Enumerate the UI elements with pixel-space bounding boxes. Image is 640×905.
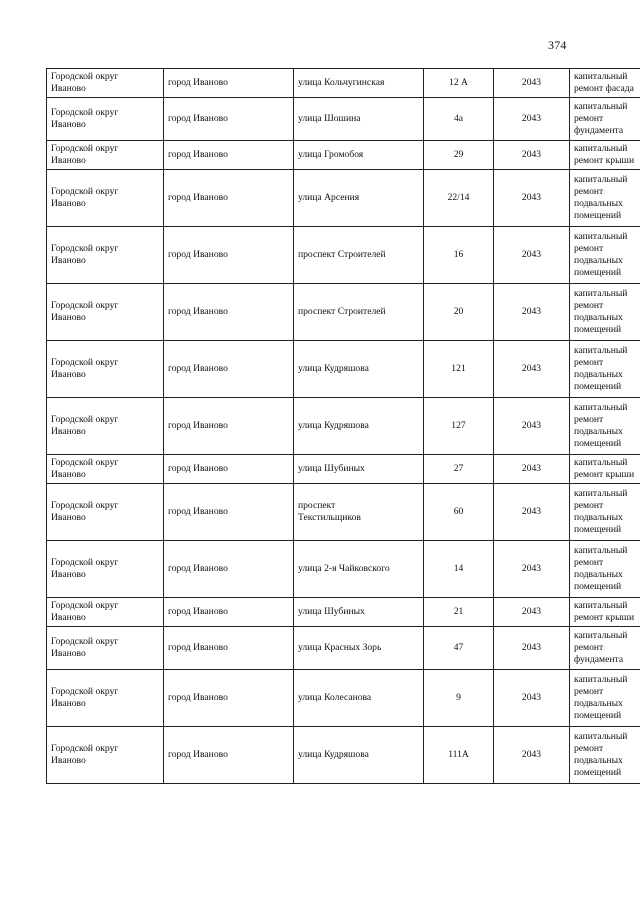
district-cell	[47, 541, 164, 598]
house-number-cell-text: 4а	[453, 113, 464, 124]
house-number-cell	[424, 484, 494, 541]
district-cell	[47, 484, 164, 541]
city-cell	[164, 141, 294, 170]
city-cell-text: город Иваново	[168, 420, 228, 431]
street-cell	[294, 627, 424, 670]
street-cell	[294, 455, 424, 484]
street-cell	[294, 541, 424, 598]
district-cell-text: Городской округ Иваново	[51, 457, 119, 480]
street-cell-text: улица Кольчугинская	[298, 77, 385, 88]
street-cell-text: улица Колесанова	[298, 692, 372, 703]
year-cell-text: 2043	[521, 749, 542, 760]
year-cell	[494, 98, 570, 141]
house-number-cell-text: 16	[453, 249, 464, 260]
city-cell-text: город Иваново	[168, 642, 228, 653]
house-number-cell	[424, 284, 494, 341]
district-cell-text: Городской округ Иваново	[51, 107, 119, 130]
year-cell-text: 2043	[521, 113, 542, 124]
year-cell-text: 2043	[521, 306, 542, 317]
city-cell-text: город Иваново	[168, 149, 228, 160]
work-type-cell-text: капитальный ремонт подвальных помещений	[574, 174, 628, 221]
house-number-cell-text: 14	[453, 563, 464, 574]
house-number-cell-text: 29	[453, 149, 464, 160]
work-type-cell-text: капитальный ремонт подвальных помещений	[574, 345, 628, 392]
work-type-cell	[570, 627, 640, 670]
table-row	[47, 398, 640, 455]
table-row	[47, 341, 640, 398]
work-type-cell-text: капитальный ремонт крыши	[574, 600, 635, 623]
district-cell-text: Городской округ Иваново	[51, 243, 119, 266]
work-type-cell	[570, 69, 640, 98]
house-number-cell-text: 121	[451, 363, 466, 374]
street-cell	[294, 670, 424, 727]
table-row	[47, 670, 640, 727]
table-row	[47, 170, 640, 227]
district-cell	[47, 284, 164, 341]
registry-table	[46, 68, 640, 784]
district-cell	[47, 170, 164, 227]
table-row	[47, 727, 640, 784]
district-cell-text: Городской округ Иваново	[51, 557, 119, 580]
city-cell	[164, 670, 294, 727]
city-cell-text: город Иваново	[168, 249, 228, 260]
year-cell	[494, 227, 570, 284]
work-type-cell-text: капитальный ремонт подвальных помещений	[574, 488, 628, 535]
year-cell	[494, 341, 570, 398]
street-cell	[294, 141, 424, 170]
city-cell	[164, 398, 294, 455]
registry-table-body	[47, 69, 640, 784]
street-cell-text: проспект Строителей	[298, 306, 386, 317]
table-row	[47, 541, 640, 598]
city-cell-text: город Иваново	[168, 306, 228, 317]
year-cell	[494, 670, 570, 727]
district-cell-text: Городской округ Иваново	[51, 414, 119, 437]
table-row	[47, 141, 640, 170]
work-type-cell-text: капитальный ремонт крыши	[574, 457, 635, 480]
district-cell	[47, 227, 164, 284]
district-cell	[47, 141, 164, 170]
house-number-cell-text: 27	[453, 463, 464, 474]
work-type-cell-text: капитальный ремонт фундамента	[574, 101, 628, 136]
work-type-cell-text: капитальный ремонт подвальных помещений	[574, 231, 628, 278]
city-cell-text: город Иваново	[168, 506, 228, 517]
house-number-cell	[424, 170, 494, 227]
street-cell	[294, 170, 424, 227]
work-type-cell	[570, 170, 640, 227]
house-number-cell-text: 12 А	[449, 77, 468, 88]
year-cell	[494, 284, 570, 341]
year-cell-text: 2043	[521, 463, 542, 474]
street-cell	[294, 69, 424, 98]
table-row	[47, 484, 640, 541]
year-cell	[494, 598, 570, 627]
work-type-cell-text: капитальный ремонт подвальных помещений	[574, 731, 628, 778]
work-type-cell-text: капитальный ремонт фундамента	[574, 630, 628, 665]
house-number-cell-text: 20	[453, 306, 464, 317]
year-cell	[494, 541, 570, 598]
street-cell-text: улица Кудряшова	[298, 749, 369, 760]
table-row	[47, 284, 640, 341]
work-type-cell-text: капитальный ремонт подвальных помещений	[574, 288, 628, 335]
year-cell	[494, 627, 570, 670]
district-cell-text: Городской округ Иваново	[51, 600, 119, 623]
work-type-cell	[570, 227, 640, 284]
district-cell	[47, 627, 164, 670]
city-cell	[164, 541, 294, 598]
house-number-cell	[424, 627, 494, 670]
city-cell-text: город Иваново	[168, 606, 228, 617]
street-cell-text: улица Красных Зорь	[298, 642, 382, 653]
city-cell-text: город Иваново	[168, 463, 228, 474]
house-number-cell	[424, 670, 494, 727]
year-cell-text: 2043	[521, 563, 542, 574]
house-number-cell	[424, 98, 494, 141]
table-row	[47, 627, 640, 670]
street-cell-text: улица 2-я Чайковского	[298, 563, 390, 574]
city-cell-text: город Иваново	[168, 563, 228, 574]
table-row	[47, 69, 640, 98]
house-number-cell	[424, 69, 494, 98]
street-cell	[294, 484, 424, 541]
work-type-cell	[570, 455, 640, 484]
house-number-cell	[424, 141, 494, 170]
district-cell-text: Городской округ Иваново	[51, 743, 119, 766]
page-number: 374	[548, 38, 567, 52]
district-cell	[47, 398, 164, 455]
year-cell-text: 2043	[521, 642, 542, 653]
street-cell	[294, 284, 424, 341]
street-cell	[294, 341, 424, 398]
district-cell-text: Городской округ Иваново	[51, 357, 119, 380]
house-number-cell	[424, 398, 494, 455]
year-cell-text: 2043	[521, 192, 542, 203]
district-cell	[47, 727, 164, 784]
work-type-cell	[570, 484, 640, 541]
year-cell-text: 2043	[521, 77, 542, 88]
city-cell-text: город Иваново	[168, 692, 228, 703]
year-cell-text: 2043	[521, 692, 542, 703]
city-cell	[164, 341, 294, 398]
year-cell	[494, 170, 570, 227]
street-cell-text: улица Кудряшова	[298, 420, 369, 431]
work-type-cell-text: капитальный ремонт подвальных помещений	[574, 402, 628, 449]
house-number-cell	[424, 541, 494, 598]
year-cell-text: 2043	[521, 149, 542, 160]
work-type-cell	[570, 727, 640, 784]
house-number-cell-text: 9	[456, 692, 461, 703]
city-cell	[164, 170, 294, 227]
district-cell-text: Городской округ Иваново	[51, 71, 119, 94]
district-cell	[47, 455, 164, 484]
street-cell	[294, 98, 424, 141]
year-cell	[494, 484, 570, 541]
work-type-cell	[570, 670, 640, 727]
street-cell-text: улица Громобоя	[298, 149, 364, 160]
street-cell-text: улица Шубиных	[298, 463, 365, 474]
work-type-cell	[570, 398, 640, 455]
work-type-cell	[570, 284, 640, 341]
street-cell-text: улица Арсения	[298, 192, 360, 203]
street-cell-text: улица Кудряшова	[298, 363, 369, 374]
city-cell-text: город Иваново	[168, 363, 228, 374]
house-number-cell	[424, 598, 494, 627]
year-cell	[494, 69, 570, 98]
street-cell	[294, 398, 424, 455]
year-cell	[494, 455, 570, 484]
house-number-cell-text: 47	[453, 642, 464, 653]
district-cell	[47, 341, 164, 398]
district-cell-text: Городской округ Иваново	[51, 686, 119, 709]
street-cell-text: проспект Текстильщиков	[298, 500, 361, 523]
district-cell-text: Городской округ Иваново	[51, 500, 119, 523]
table-row	[47, 98, 640, 141]
year-cell-text: 2043	[521, 363, 542, 374]
year-cell	[494, 398, 570, 455]
house-number-cell	[424, 341, 494, 398]
table-row	[47, 455, 640, 484]
district-cell	[47, 98, 164, 141]
house-number-cell-text: 111А	[448, 749, 469, 760]
street-cell-text: проспект Строителей	[298, 249, 386, 260]
work-type-cell	[570, 141, 640, 170]
district-cell-text: Городской округ Иваново	[51, 300, 119, 323]
work-type-cell-text: капитальный ремонт подвальных помещений	[574, 545, 628, 592]
work-type-cell-text: капитальный ремонт фасада	[574, 71, 634, 94]
house-number-cell	[424, 227, 494, 284]
city-cell-text: город Иваново	[168, 192, 228, 203]
house-number-cell-text: 21	[453, 606, 464, 617]
year-cell	[494, 727, 570, 784]
street-cell	[294, 227, 424, 284]
city-cell	[164, 69, 294, 98]
city-cell	[164, 484, 294, 541]
house-number-cell-text: 60	[453, 506, 464, 517]
district-cell-text: Городской округ Иваново	[51, 143, 119, 166]
district-cell-text: Городской округ Иваново	[51, 636, 119, 659]
city-cell	[164, 98, 294, 141]
house-number-cell	[424, 455, 494, 484]
year-cell	[494, 141, 570, 170]
year-cell-text: 2043	[521, 420, 542, 431]
house-number-cell-text: 127	[451, 420, 466, 431]
work-type-cell	[570, 341, 640, 398]
city-cell-text: город Иваново	[168, 113, 228, 124]
city-cell	[164, 727, 294, 784]
work-type-cell-text: капитальный ремонт крыши	[574, 143, 635, 166]
street-cell	[294, 598, 424, 627]
table-row	[47, 227, 640, 284]
city-cell	[164, 284, 294, 341]
work-type-cell	[570, 98, 640, 141]
work-type-cell	[570, 598, 640, 627]
street-cell-text: улица Шубиных	[298, 606, 365, 617]
district-cell	[47, 69, 164, 98]
house-number-cell	[424, 727, 494, 784]
year-cell-text: 2043	[521, 606, 542, 617]
work-type-cell-text: капитальный ремонт подвальных помещений	[574, 674, 628, 721]
work-type-cell	[570, 541, 640, 598]
table-row	[47, 598, 640, 627]
city-cell	[164, 455, 294, 484]
street-cell	[294, 727, 424, 784]
year-cell-text: 2043	[521, 249, 542, 260]
year-cell-text: 2043	[521, 506, 542, 517]
city-cell	[164, 227, 294, 284]
house-number-cell-text: 22/14	[447, 192, 470, 203]
city-cell	[164, 627, 294, 670]
street-cell-text: улица Шошина	[298, 113, 361, 124]
district-cell-text: Городской округ Иваново	[51, 186, 119, 209]
city-cell-text: город Иваново	[168, 77, 228, 88]
city-cell-text: город Иваново	[168, 749, 228, 760]
district-cell	[47, 598, 164, 627]
city-cell	[164, 598, 294, 627]
district-cell	[47, 670, 164, 727]
